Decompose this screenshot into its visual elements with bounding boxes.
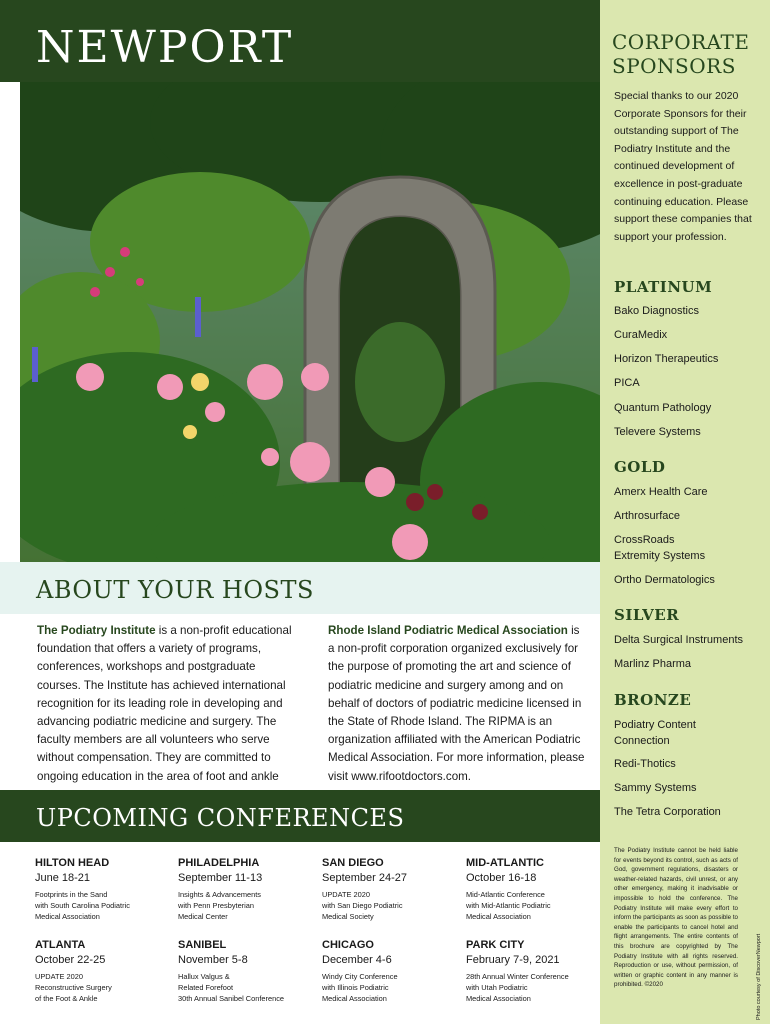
conference-city: ATLANTA: [35, 939, 86, 951]
sponsor-bronze: The Tetra Corporation: [614, 806, 721, 818]
page-title: NEWPORT: [36, 22, 294, 73]
conference-city: CHICAGO: [322, 939, 374, 951]
conference-description: Windy City Conference with Illinois Podiatric Medical Association: [322, 972, 398, 1003]
conference-date: October 16-18: [466, 872, 537, 884]
sponsors-intro: Special thanks to our 2020 Corporate Sponsors for their outstanding support of The Podiatry Institute and the continued development of excellence in post-graduate continuing education. Please support these companies that support your profession.: [614, 90, 752, 243]
garden-arch-illustration: [20, 82, 600, 562]
conference-date: October 22-25: [35, 954, 106, 966]
conference-description: Mid-Atlantic Conference with Mid-Atlantic Podiatric Medical Association: [466, 890, 551, 921]
sponsor-silver: Marlinz Pharma: [614, 658, 692, 670]
sponsor-platinum: PICA: [614, 377, 640, 389]
sponsor-platinum: Quantum Pathology: [614, 402, 712, 414]
about-section-title: ABOUT YOUR HOSTS: [36, 576, 314, 604]
conference-city: HILTON HEAD: [35, 857, 110, 869]
conference-item: [35, 938, 170, 1004]
sponsor-platinum: CuraMedix: [614, 329, 668, 341]
sponsor-platinum: Bako Diagnostics: [614, 305, 699, 317]
sponsors-title-line: CORPORATE SPONSORS: [612, 30, 750, 78]
tier-silver: SILVER: [614, 606, 680, 624]
sponsor-bronze: Redi-Thotics: [614, 758, 676, 770]
podiatry-institute-name: The Podiatry Institute: [37, 624, 156, 637]
conference-city: PARK CITY: [466, 939, 525, 951]
sponsors-title: [612, 30, 749, 78]
sponsor-gold: CrossRoads Extremity Systems: [614, 534, 706, 562]
conference-date: November 5-8: [178, 954, 248, 966]
conference-item: [322, 938, 457, 1004]
sponsor-bronze: Sammy Systems: [614, 782, 697, 794]
conference-description: Footprints in the Sand with South Carolina Podiatric Medical Association: [35, 890, 130, 921]
podiatry-institute-description: [37, 622, 299, 804]
ripma-text: is a non-profit corporation organized exclusively for the purpose of promoting the art and science of podiatric medicine and surgery among and on behalf of doctors of podiatric medicine licensed in the State of Rhode Island. The RIPMA is an organization affiliated with the American Podiatric Medical Association. For more information, please visit www.rifootdoctors.com.: [328, 624, 585, 783]
conference-item: [178, 856, 313, 922]
conference-item: [466, 856, 601, 922]
conference-date: September 24-27: [322, 872, 407, 884]
conference-description: UPDATE 2020 Reconstructive Surgery of the Foot & Ankle: [35, 972, 112, 1003]
conference-description: 28th Annual Winter Conference with Utah Podiatric Medical Association: [466, 972, 569, 1003]
conference-description: Insights & Advancements with Penn Presbyterian Medical Center: [178, 890, 261, 921]
conference-date: December 4-6: [322, 954, 392, 966]
photo-credit: Photo courtesy of DiscoverNewport: [756, 933, 762, 1020]
conference-city: SANIBEL: [178, 939, 227, 951]
conference-item: [178, 938, 313, 1004]
conference-date: September 11-13: [178, 872, 263, 884]
ripma-name: Rhode Island Podiatric Medical Association: [328, 624, 568, 637]
tier-platinum: PLATINUM: [614, 278, 713, 296]
conference-description: UPDATE 2020 with San Diego Podiatric Medical Society: [322, 890, 403, 921]
garden-photo: [20, 82, 600, 562]
sponsor-platinum: Televere Systems: [614, 426, 701, 438]
sponsor-gold: Amerx Health Care: [614, 486, 708, 498]
disclaimer: The Podiatry Institute cannot be held liable for events beyond its control, such as acts of God, government regulations, disasters or weather-related hazards, civil unrest, or any other emergency, making it inadvisable or impossible to hold the conference. The Podiatry Institute will make every effort to inform the participants as soon as possible to enable the participants to cancel hotel and flight arrangements. The entire contents of this brochure are copyrighted by The Podiatry Institute with all rights reserved. Reproduction or use, without permission, of written or graphic content in any manner is prohibited. ©2020: [614, 847, 738, 989]
conference-city: PHILADELPHIA: [178, 857, 260, 869]
tier-bronze: BRONZE: [614, 691, 692, 709]
sponsor-silver: Delta Surgical Instruments: [614, 634, 743, 646]
podiatry-institute-text: is a non-profit educational foundation that offers a variety of programs, conferences, workshops and postgraduate courses. The Institute has achieved international recognition for its leading role in developing and advancing podiatric medicine and surgery. The faculty members are all volunteers who serve without compensation. They are committed to ongoing education in the area of foot and ankle: [37, 624, 292, 783]
conferences-section-title: UPCOMING CONFERENCES: [36, 804, 405, 832]
sponsor-gold: Ortho Dermatologics: [614, 574, 715, 586]
tier-gold: GOLD: [614, 458, 666, 476]
sponsor-gold: Arthrosurface: [614, 510, 681, 522]
conference-date: February 7-9, 2021: [466, 954, 560, 966]
conference-date: June 18-21: [35, 872, 91, 884]
conference-city: SAN DIEGO: [322, 857, 384, 869]
ripma-description: [328, 622, 588, 786]
conference-item: [35, 856, 170, 922]
header-band: [0, 0, 600, 82]
conference-item: [466, 938, 601, 1004]
conference-item: [322, 856, 457, 922]
sponsor-platinum: Horizon Therapeutics: [614, 353, 719, 365]
conference-description: Hallux Valgus & Related Forefoot 30th Annual Sanibel Conference: [178, 972, 285, 1003]
sponsor-bronze: Podiatry Content Connection: [614, 719, 696, 747]
conference-city: MID-ATLANTIC: [466, 857, 544, 869]
